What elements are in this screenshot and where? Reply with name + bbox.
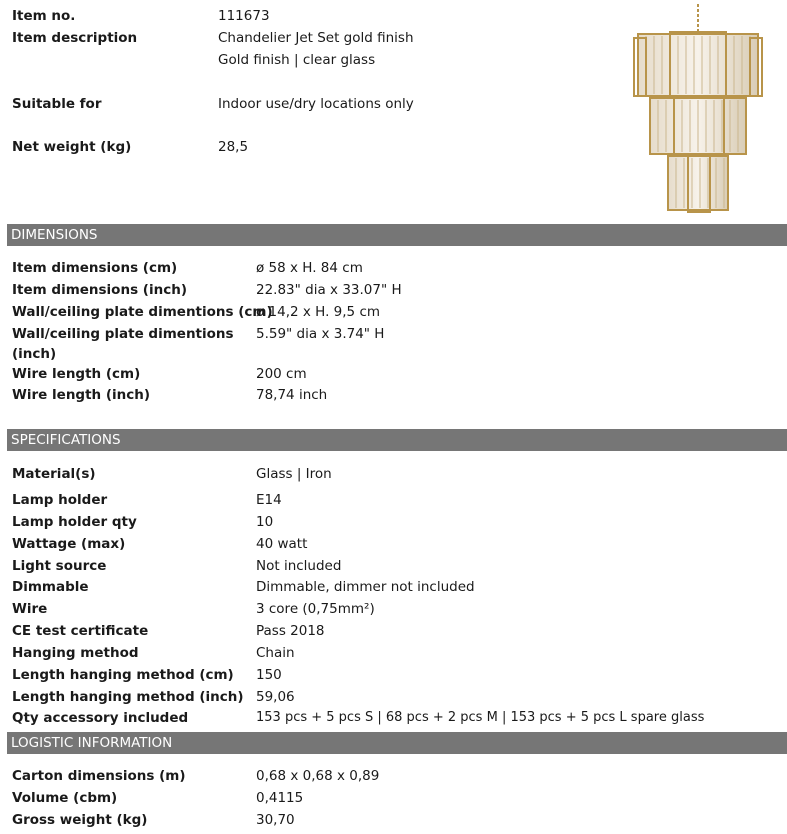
log-value-1: 0,4115 (256, 790, 304, 806)
spec-label-9: Length hanging method (cm) (12, 667, 234, 683)
suitable-for-label: Suitable for (12, 96, 102, 112)
dim-value-3: 5.59" dia x 3.74" H (256, 326, 385, 342)
dim-label-1: Item dimensions (inch) (12, 282, 187, 298)
spec-label-5: Dimmable (12, 579, 89, 595)
spec-label-2: Lamp holder qty (12, 514, 137, 530)
item-description-value-2: Gold finish | clear glass (218, 52, 376, 68)
dim-value-4: 200 cm (256, 366, 307, 382)
dim-value-1: 22.83" dia x 33.07" H (256, 282, 402, 298)
spec-value-8: Chain (256, 645, 295, 661)
dim-label-3: Wall/ceiling plate dimentions (12, 326, 234, 342)
log-label-1: Volume (cbm) (12, 790, 118, 806)
item-description-label: Item description (12, 30, 138, 46)
item-no-value: 111673 (218, 8, 270, 24)
logistic-header: LOGISTIC INFORMATION (7, 732, 787, 754)
log-label-2: Gross weight (kg) (12, 812, 148, 828)
spec-label-7: CE test certificate (12, 623, 149, 639)
spec-value-3: 40 watt (256, 536, 308, 552)
spec-value-7: Pass 2018 (256, 623, 325, 639)
log-value-0: 0,68 x 0,68 x 0,89 (256, 768, 380, 784)
dim-label-2: Wall/ceiling plate dimentions (cm) (12, 304, 273, 320)
chandelier-icon (630, 4, 778, 214)
spec-value-2: 10 (256, 514, 274, 530)
suitable-for-value: Indoor use/dry locations only (218, 96, 414, 112)
spec-value-1: E14 (256, 492, 282, 508)
spec-value-0: Glass | Iron (256, 466, 332, 482)
dim-label-0: Item dimensions (cm) (12, 260, 178, 276)
spec-label-11: Qty accessory included (12, 710, 189, 726)
spec-label-8: Hanging method (12, 645, 139, 661)
net-weight-label: Net weight (kg) (12, 139, 132, 155)
spec-value-5: Dimmable, dimmer not included (256, 579, 475, 595)
dim-value-0: ø 58 x H. 84 cm (256, 260, 363, 276)
spec-label-6: Wire (12, 601, 48, 617)
dim-label-3b: (inch) (12, 346, 57, 362)
dim-label-5: Wire length (inch) (12, 387, 151, 403)
item-description-value: Chandelier Jet Set gold finish (218, 30, 414, 46)
dim-value-5: 78,74 inch (256, 387, 328, 403)
spec-label-0: Material(s) (12, 466, 96, 482)
spec-value-10: 59,06 (256, 689, 295, 705)
dim-label-4: Wire length (cm) (12, 366, 141, 382)
dim-value-2: ø 14,2 x H. 9,5 cm (256, 304, 381, 320)
spec-value-11: 153 pcs + 5 pcs S | 68 pcs + 2 pcs M | 153 pcs + 5 pcs L spare glass (256, 710, 705, 725)
spec-label-4: Light source (12, 558, 107, 574)
log-value-2: 30,70 (256, 812, 295, 828)
spec-label-3: Wattage (max) (12, 536, 126, 552)
item-no-label: Item no. (12, 8, 76, 24)
net-weight-value: 28,5 (218, 139, 249, 155)
log-label-0: Carton dimensions (m) (12, 768, 186, 784)
dimensions-header: DIMENSIONS (7, 224, 787, 246)
spec-value-4: Not included (256, 558, 342, 574)
specifications-header: SPECIFICATIONS (7, 429, 787, 451)
spec-value-6: 3 core (0,75mm²) (256, 601, 375, 617)
spec-label-1: Lamp holder (12, 492, 108, 508)
spec-value-9: 150 (256, 667, 282, 683)
spec-label-10: Length hanging method (inch) (12, 689, 244, 705)
